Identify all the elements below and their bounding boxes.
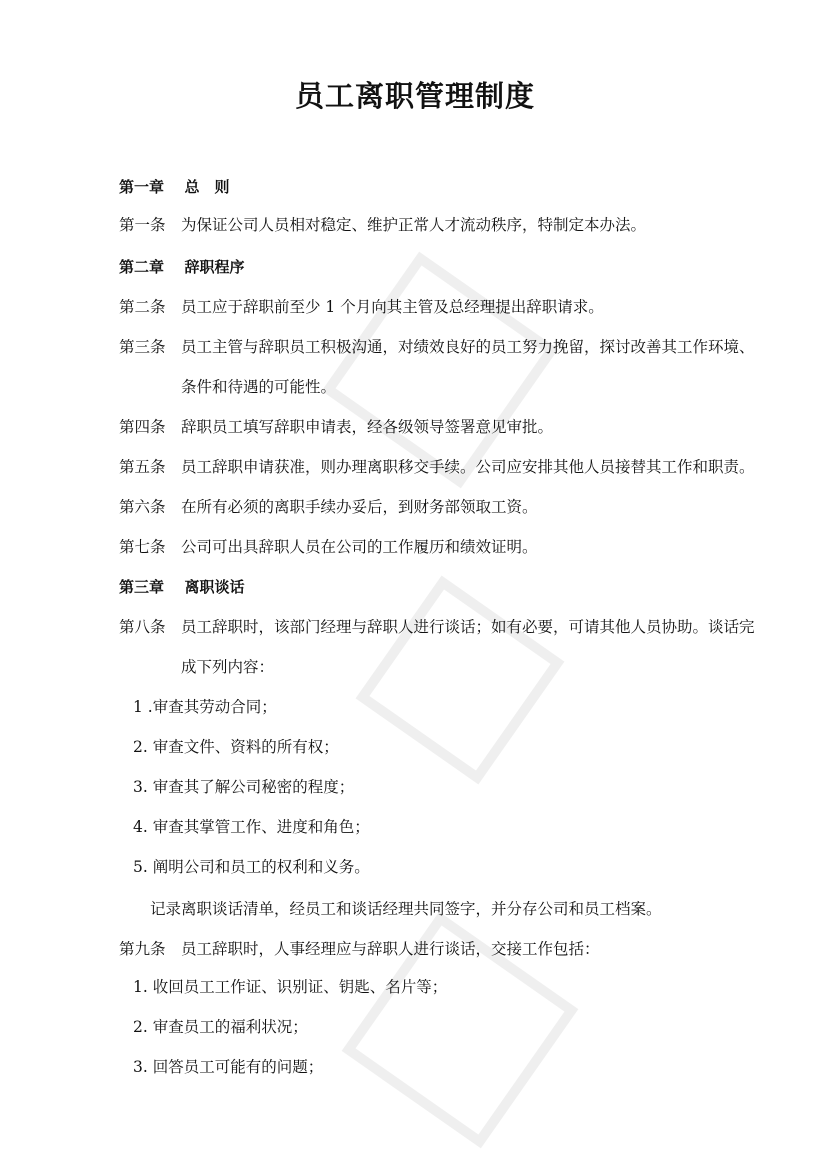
article-label: 第二条 — [119, 298, 166, 316]
list-item: 5. 阐明公司和员工的权利和义务。 — [133, 858, 370, 876]
list-item: 2. 审查员工的福利状况； — [133, 1018, 308, 1036]
article — [119, 616, 755, 638]
article-continuation: 成下列内容： — [181, 658, 275, 676]
article — [119, 536, 538, 558]
article-text: 员工应于辞职前至少 1 个月向其主管及总经理提出辞职请求。 — [181, 298, 604, 316]
article — [119, 416, 553, 438]
article-label: 第五条 — [119, 458, 166, 476]
article-label: 第八条 — [119, 618, 166, 636]
article — [119, 296, 604, 318]
list-item: 4. 审查其掌管工作、进度和角色； — [133, 818, 370, 836]
article-text: 员工辞职时，人事经理应与辞职人进行谈话，交接工作包括： — [181, 940, 600, 958]
list-item: 3. 回答员工可能有的问题； — [133, 1058, 324, 1076]
article-text: 辞职员工填写辞职申请表，经各级领导签署意见审批。 — [181, 418, 554, 436]
chapter-name: 辞职程序 — [184, 258, 245, 276]
chapter-label: 第一章 — [119, 178, 165, 196]
chapter-heading — [119, 256, 245, 278]
article-label: 第一条 — [119, 216, 166, 234]
chapter-name: 总 则 — [184, 178, 230, 196]
watermark-graphic — [300, 250, 630, 1150]
article-text: 员工辞职申请获准，则办理离职移交手续。公司应安排其他人员接替其工作和职责。 — [181, 458, 755, 476]
chapter-name: 离职谈话 — [184, 578, 245, 596]
article-text: 员工辞职时，该部门经理与辞职人进行谈话；如有必要，可请其他人员协助。谈话完 — [181, 618, 755, 636]
chapter-heading — [119, 176, 230, 198]
article — [119, 456, 755, 478]
list-item: 3. 审查其了解公司秘密的程度； — [133, 778, 355, 796]
article-label: 第四条 — [119, 418, 166, 436]
note-paragraph: 记录离职谈话清单，经员工和谈话经理共同签字，并分存公司和员工档案。 — [150, 900, 662, 918]
page-title: 员工离职管理制度 — [294, 79, 535, 113]
article — [119, 214, 646, 236]
list-item: 1 .审查其劳动合同； — [133, 698, 277, 716]
article-label: 第三条 — [119, 338, 166, 356]
article — [119, 938, 600, 960]
article-text: 在所有必须的离职手续办妥后，到财务部领取工资。 — [181, 498, 538, 516]
article — [119, 336, 755, 358]
list-item: 1. 收回员工工作证、识别证、钥匙、名片等； — [133, 978, 448, 996]
article-continuation: 条件和待遇的可能性。 — [181, 378, 337, 396]
article-text: 公司可出具辞职人员在公司的工作履历和绩效证明。 — [181, 538, 538, 556]
chapter-heading — [119, 576, 245, 598]
chapter-label: 第二章 — [119, 258, 165, 276]
article-text: 员工主管与辞职员工积极沟通，对绩效良好的员工努力挽留，探讨改善其工作环境、 — [181, 338, 755, 356]
article-label: 第六条 — [119, 498, 166, 516]
article-label: 第九条 — [119, 940, 166, 958]
list-item: 2. 审查文件、资料的所有权； — [133, 738, 339, 756]
article-label: 第七条 — [119, 538, 166, 556]
chapter-label: 第三章 — [119, 578, 165, 596]
article — [119, 496, 538, 518]
article-text: 为保证公司人员相对稳定、维护正常人才流动秩序，特制定本办法。 — [181, 216, 647, 234]
